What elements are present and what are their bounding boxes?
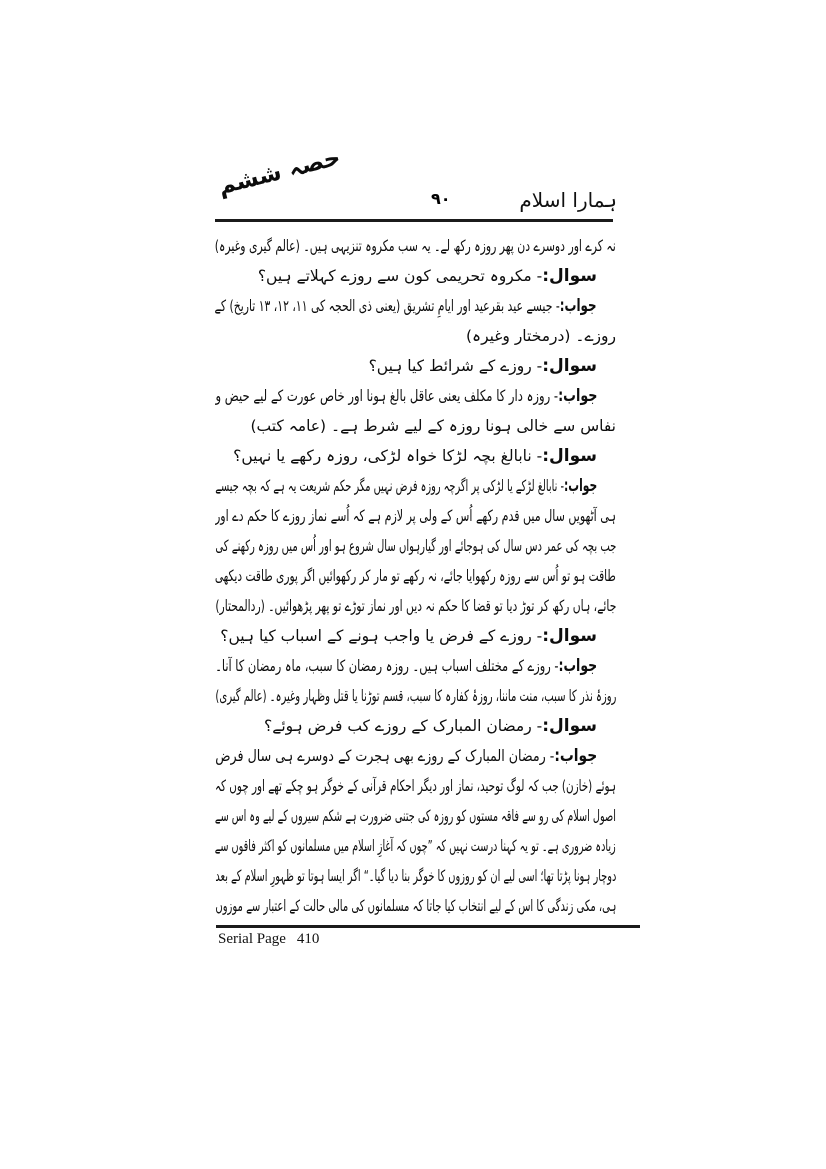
text-line bbox=[215, 411, 616, 441]
line-text: جائے، ہاں رکھ کر توڑ دیا تو قضا کا حکم نہ دیں اور نماز توڑے تو پھر پڑھوائیں۔ (ردالمحتار) bbox=[215, 597, 616, 615]
text-line bbox=[215, 831, 616, 861]
line-text: جب بچہ کی عمر دس سال کی ہوجائے اور گیارہواں سال شروع ہو اور اُس میں روزہ رکھنے کی bbox=[215, 537, 616, 555]
line-text: طاقت ہو تو اُس سے روزہ رکھوایا جائے، نہ رکھے تو مار کر رکھوائیں اگر پوری طاقت دیکھی bbox=[215, 567, 616, 585]
page-number: ۹۰ bbox=[431, 189, 451, 208]
line-text: - روزے کے شرائط کیا ہیں؟ bbox=[368, 357, 543, 375]
line-text: نہ کرے اور دوسرے دن پھر روزہ رکھ لے۔ یہ سب مکروہ تنزیہی ہیں۔ (عالم گیری وغیرہ) bbox=[215, 237, 616, 255]
line-text: ہوئے (خازن) جب کہ لوگ توحید، نماز اور دیگر احکام قرآنی کے خوگر ہو چکے تھے اور چوں کہ bbox=[215, 777, 616, 795]
qa-label: جواب: bbox=[557, 386, 597, 406]
footer-rule bbox=[216, 925, 640, 928]
line-text: نفاس سے خالی ہونا روزہ کے لیے شرط ہے۔ (عامہ کتب) bbox=[250, 417, 616, 435]
serial-page-label: Serial Page bbox=[218, 931, 286, 947]
serial-page-number: 410 bbox=[296, 931, 320, 947]
line-text: ہی، مکی زندگی کا اس کے لیے انتخاب کیا جاتا کہ مسلمانوں کی مالی حالت کے اعتبار سے موزوں bbox=[215, 897, 616, 915]
text-line bbox=[215, 231, 616, 261]
line-text: دوچار ہونا پڑتا تھا؛ اسی لیے ان کو روزوں کا خوگر بنا دیا گیا۔“ اگر ایسا ہوتا تو ظہورِ اسلام کے بعد bbox=[215, 867, 616, 885]
qa-label: سوال: bbox=[542, 356, 597, 376]
text-line bbox=[215, 351, 616, 381]
part-title: حصہ ششم bbox=[215, 144, 344, 200]
text-line bbox=[215, 651, 616, 681]
text-line bbox=[215, 261, 616, 291]
line-text: - جیسے عید بقرعید اور ایامِ تشریق (یعنی ذی الحجہ کی ۱۱، ۱۲، ۱۳ تاریخ) کے bbox=[215, 297, 561, 315]
book-title: ہمارا اسلام bbox=[519, 188, 617, 212]
text-line bbox=[215, 321, 616, 351]
text-line bbox=[215, 681, 616, 711]
text-line bbox=[215, 801, 616, 831]
qa-label: جواب: bbox=[554, 746, 597, 766]
qa-label: سوال: bbox=[542, 626, 597, 646]
text-line bbox=[215, 471, 616, 501]
line-text: - روزے کے فرض یا واجب ہونے کے اسباب کیا ہیں؟ bbox=[220, 627, 543, 645]
qa-label: جواب: bbox=[558, 656, 597, 676]
line-text: - روزے کے مختلف اسباب ہیں۔ روزہ رمضان کا سبب، ماہ رمضان کا آنا۔ bbox=[215, 657, 559, 675]
line-text: اصول اسلام کی رو سے فاقہ مستوں کو روزہ کی جتنی ضرورت ہے شکم سیروں کے لیے وہ اس سے bbox=[215, 807, 616, 825]
qa-label: سوال: bbox=[542, 716, 597, 736]
qa-label: سوال: bbox=[542, 266, 597, 286]
line-text: - نابالغ بچہ لڑکا خواہ لڑکی، روزہ رکھے یا نہیں؟ bbox=[233, 447, 543, 465]
header-rule bbox=[215, 219, 613, 222]
text-line bbox=[215, 591, 616, 621]
line-text: - نابالغ لڑکے یا لڑکی پر اگرچہ روزہ فرض نہیں مگر حکم شریعت یہ ہے کہ بچہ جیسے bbox=[215, 477, 564, 495]
text-line bbox=[215, 771, 616, 801]
text-line bbox=[215, 711, 616, 741]
text-line bbox=[215, 621, 616, 651]
text-line bbox=[215, 861, 616, 891]
text-line bbox=[215, 501, 616, 531]
line-text: - مکروہ تحریمی کون سے روزے کہلاتے ہیں؟ bbox=[257, 267, 543, 285]
line-text: زیادہ ضروری ہے۔ تو یہ کہنا درست نہیں کہ ”چوں کہ آغازِ اسلام میں مسلمانوں کو اکثر فاقوں سے bbox=[215, 837, 616, 855]
text-line bbox=[215, 441, 616, 471]
text-line bbox=[215, 561, 616, 591]
line-text: - رمضان المبارک کے روزے کب فرض ہوئے؟ bbox=[264, 717, 543, 735]
serial-page-footer bbox=[218, 931, 319, 948]
line-text: ہی آٹھویں سال میں قدم رکھے اُس کے ولی پر لازم ہے کہ اُسے نماز روزے کا حکم دے اور bbox=[215, 507, 616, 525]
text-line bbox=[215, 531, 616, 561]
line-text: روزے۔ (درمختار وغیرہ) bbox=[465, 327, 616, 345]
text-line bbox=[215, 891, 616, 921]
text-line bbox=[215, 381, 616, 411]
text-line bbox=[215, 291, 616, 321]
line-text: روزۂ نذر کا سبب، منت ماننا، روزۂ کفارہ کا سبب، قسم توڑنا یا قتل وظہار وغیرہ۔ (عالم گیری) bbox=[215, 687, 616, 705]
qa-label: جواب: bbox=[563, 476, 597, 496]
page-body bbox=[215, 231, 616, 921]
qa-label: سوال: bbox=[542, 446, 597, 466]
text-line bbox=[215, 741, 616, 771]
qa-label: جواب: bbox=[560, 296, 597, 316]
line-text: - روزہ دار کا مکلف یعنی عاقل بالغ ہونا اور خاص عورت کے لیے حیض و bbox=[215, 387, 558, 405]
line-text: - رمضان المبارک کے روزے بھی ہجرت کے دوسرے ہی سال فرض bbox=[215, 747, 555, 765]
